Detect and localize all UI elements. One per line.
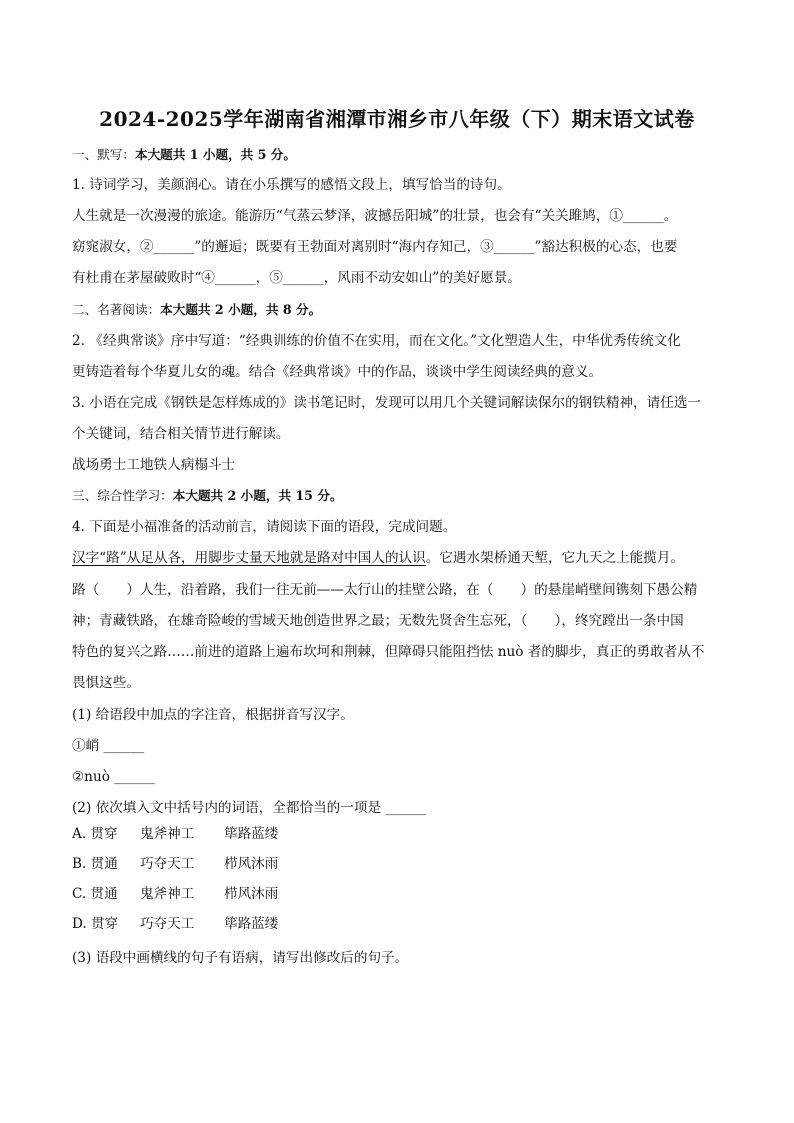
sub-question-1: (1) 给语段中加点的字注音，根据拼音写汉字。 xyxy=(72,707,354,723)
option-term-3: 栉风沐雨 xyxy=(224,856,279,872)
section-label: 三、综合性学习： xyxy=(72,488,173,503)
question-1-line: 人生就是一次漫漫的旅途。能游历“气蒸云梦泽，波撼岳阳城”的壮景，也会有“关关雎鸠，①______。 xyxy=(72,208,678,224)
question-1-line: 有杜甫在茅屋破败时“④______，⑤______，风雨不动安如山”的美好愿景。 xyxy=(72,270,521,286)
question-3-keywords: 战场勇士工地铁人病榻斗士 xyxy=(72,457,236,473)
sub-question-3: (3) 语段中画横线的句子有语病，请写出修改后的句子。 xyxy=(72,950,409,966)
passage-line: 神；青藏铁路，在雄奇险峻的雪域天地创造世界之最；无数先贤舍生忘死，（ ），终究蹚出一条中国 xyxy=(72,613,684,629)
option-c xyxy=(72,885,720,903)
section-heading-1 xyxy=(72,146,720,164)
question-3-line: 个关键词，结合相关情节进行解读。 xyxy=(72,426,290,442)
question-3-line: 3. 小语在完成《钢铁是怎样炼成的》读书笔记时，发现可以用几个关键词解读保尔的钢铁精神，请任选一 xyxy=(72,395,702,411)
section-label: 二、名著阅读： xyxy=(72,302,161,317)
section-info: 本大题共 1 小题，共 5 分。 xyxy=(134,147,296,162)
option-term-2: 鬼斧神工 xyxy=(140,826,195,842)
section-label: 一、默写： xyxy=(72,147,135,162)
question-1-line: 窈窕淑女，②______”的邂逅；既要有王勃面对离别时“海内存知己，③______”豁达积极的心态，也要 xyxy=(72,239,678,255)
option-term-3: 筚路蓝缕 xyxy=(224,826,279,842)
option-term-1: B. 贯通 xyxy=(72,856,118,872)
section-info: 本大题共 2 小题，共 8 分。 xyxy=(160,302,322,317)
question-4-prompt: 4. 下面是小福准备的活动前言，请阅读下面的语段，完成问题。 xyxy=(72,519,457,535)
passage-line: 畏惧这些。 xyxy=(72,675,140,691)
question-2-line: 2. 《经典常谈》序中写道：“经典训练的价值不在实用，而在文化。”文化塑造人生，中华优秀传统文化 xyxy=(72,333,681,349)
question-1-prompt: 1. 诗词学习，美颜润心。请在小乐撰写的感悟文段上，填写恰当的诗句。 xyxy=(72,177,511,193)
page-title: 2024-2025学年湖南省湘潭市湘乡市八年级（下）期末语文试卷 xyxy=(99,107,695,131)
sub-question-2: (2) 依次填入文中括号内的词语，全都恰当的一项是 ______ xyxy=(72,800,427,816)
option-d xyxy=(72,915,720,933)
option-term-2: 巧夺天工 xyxy=(140,916,195,932)
option-a xyxy=(72,825,720,843)
passage-line: 特色的复兴之路……前进的道路上遍布坎坷和荆棘，但障碍只能阻挡怯 nuò 者的脚步，真正的勇敢者从不 xyxy=(72,644,705,660)
section-heading-3 xyxy=(72,487,720,505)
option-b xyxy=(72,855,720,873)
question-2-line: 更铸造着每个华夏儿女的魂。结合《经典常谈》中的作品，谈谈中学生阅读经典的意义。 xyxy=(72,364,603,380)
passage-line xyxy=(72,549,720,567)
section-info: 本大题共 2 小题，共 15 分。 xyxy=(172,488,343,503)
option-term-3: 筚路蓝缕 xyxy=(224,916,279,932)
option-term-1: C. 贯通 xyxy=(72,886,118,902)
option-term-2: 巧夺天工 xyxy=(140,856,195,872)
answer-blank-b: ②nuò ______ xyxy=(72,769,155,785)
option-term-1: D. 贯穿 xyxy=(72,916,119,932)
section-heading-2 xyxy=(72,301,720,319)
passage-line: 路（ ）人生，沿着路，我们一往无前——太行山的挂壁公路，在（ ）的悬崖峭壁间镌刻下愚公精 xyxy=(72,582,698,598)
option-term-3: 栉风沐雨 xyxy=(224,886,279,902)
option-term-1: A. 贯穿 xyxy=(72,826,118,842)
answer-blank-a: ①峭 ______ xyxy=(72,738,145,754)
option-term-2: 鬼斧神工 xyxy=(140,886,195,902)
underlined-sentence: 汉字“路”从足从各，用脚步丈量天地就是路对中国人的认识 xyxy=(72,550,426,566)
passage-text: 。它遇水架桥通天堑，它九天之上能揽月。 xyxy=(425,550,685,566)
